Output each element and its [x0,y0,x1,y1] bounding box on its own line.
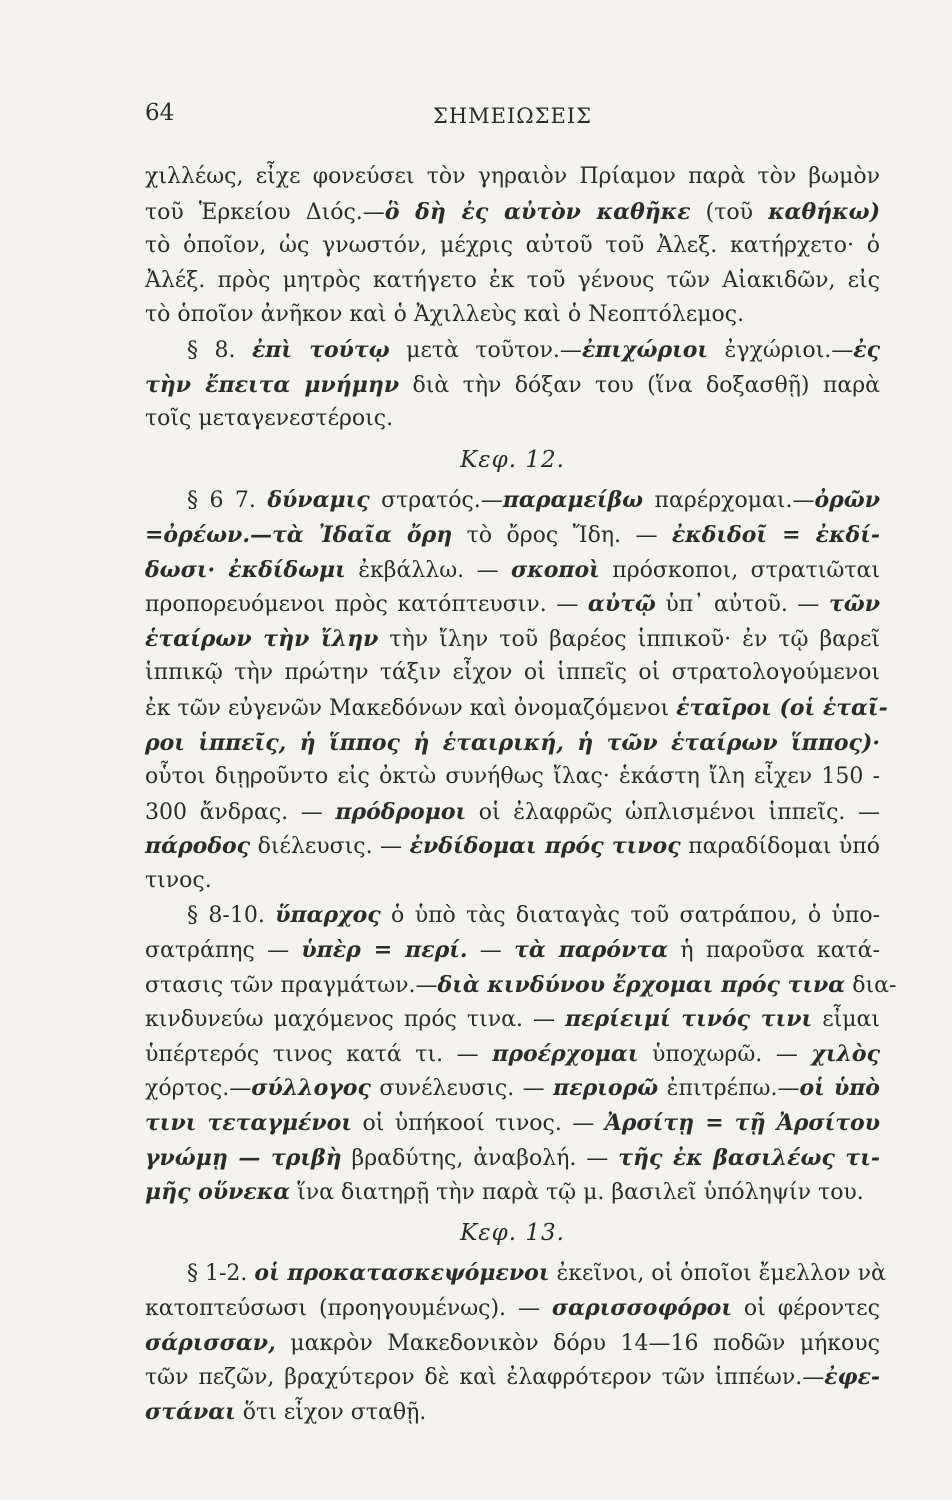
gloss-text: 300 ἄνδρας. — [145,799,336,825]
gloss-text: τὸ ὁποῖον, ὡς γνωστόν, μέχρις αὐτοῦ τοῦ Ἀλεξ. κατήρχετο· ὁ [145,233,880,259]
gloss-text: τὸ ὁποῖον ἀνῆκον καὶ ὁ Ἀχιλλεὺς καὶ ὁ Νεοπτόλεμος. [145,302,745,328]
text-line [145,898,880,933]
text-line [145,726,880,761]
gloss-text: εἶμαι [812,1007,881,1033]
chapter-heading [145,437,880,484]
lemma-term: παραμείβω [502,487,644,514]
gloss-text: πρόσκοποι, στρατιῶται [599,557,881,583]
lemma-term: σάρισσαν, [145,1329,276,1356]
chapter-heading [145,1210,880,1257]
text-line [145,333,880,368]
gloss-text: κινδυνεύω μαχόμενος πρός τινα. — [145,1007,566,1033]
gloss-text: ὑπ᾽ αὐτοῦ. — [655,592,829,618]
text-line [145,587,880,622]
text-line [145,691,888,726]
lemma-term: Ἀρσίτῃ = τῇ Ἀρσίτου [604,1110,880,1137]
lemma-term: =ὀρέων.— [145,521,272,548]
lemma-term: στάναι [145,1398,236,1425]
running-head: ΣΗΜΕΙΩΣΕΙΣ [432,104,593,128]
gloss-text: σατράπης — [145,938,302,964]
page-header [145,100,880,134]
gloss-text: οἱ ἐλαφρῶς ὡπλισμένοι ἱππεῖς. — [466,799,880,825]
gloss-text: ἱππικῷ τὴν πρώτην τάξιν εἶχον οἱ ἱππεῖς οἱ στρατολογούμενοι [145,660,880,686]
page-number: 64 [145,100,175,126]
page-body [145,160,897,1429]
text-line [145,160,880,195]
text-line [145,368,880,403]
gloss-text: προπορευόμενοι πρὸς κατόπτευσιν. — [145,592,588,618]
text-line [145,1256,886,1291]
text-line [145,518,880,553]
gloss-text: τινος. [145,867,212,893]
gloss-text: οἱ φέροντες [732,1296,880,1321]
lemma-term: χιλὸς [811,1040,881,1067]
text-line [145,829,880,864]
gloss-text: § 6 7. [187,488,268,514]
gloss-text: οὗτοι διῃροῦντο εἰς ὀκτὼ συνήθως ἴλας· ἑκάστη ἴλη εἶχεν 150 - [145,764,880,790]
gloss-text: παραδίδομαι ὑπό [680,834,881,860]
gloss-text: διέλευσις. — [250,834,410,860]
lemma-term: ὃ δὴ ἐς αὐτὸν καθῆκε [384,198,691,225]
gloss-text: § 8-10. [187,903,276,929]
lemma-term: σκοποὶ [511,556,600,583]
text-line [145,264,880,299]
lemma-term: σύλλογος [251,1075,371,1102]
text-line [145,933,880,968]
gloss-text: μακρὸν Μακεδονικὸν δόρυ 14—16 ποδῶν μήκους [275,1330,880,1356]
text-line [145,1071,880,1106]
gloss-text: τοῖς μεταγενεστέροις. [145,406,394,432]
lemma-term: ἐς [853,336,880,363]
text-line [145,1175,880,1210]
gloss-text: τὴν ἴλην τοῦ βαρέος ἱππικοῦ· ἐν τῷ βαρεῖ [378,626,880,652]
gloss-text: τὸ ὄρος Ἴδη. — [452,522,672,548]
gloss-text: μετὰ τοῦτον.— [389,337,582,363]
lemma-term: τῆς ἐκ βασιλέως τι- [618,1144,880,1171]
gloss-text: συνέλευσις. — [370,1076,554,1102]
lemma-term: μῆς οὕνεκα [145,1179,291,1206]
text-line [145,1326,880,1361]
lemma-term: ὀρῶν [814,487,881,514]
gloss-text: ἵνα διατηρῇ τὴν παρὰ τῷ μ. βασιλεῖ ὑπόληψίν του. [290,1180,864,1206]
gloss-text: ὁ ὑπὸ τὰς διαταγὰς τοῦ σατράπου, ὁ ὑπο- [380,903,880,929]
gloss-text: χόρτος.— [145,1076,252,1102]
gloss-text: διὰ τὴν δόξαν του (ἵνα δοξασθῇ) παρὰ [399,372,880,398]
gloss-text: στρατός.— [369,488,503,514]
text-line [145,483,880,518]
gloss-text: στασις τῶν πραγμάτων.— [145,972,438,998]
text-line [145,622,880,657]
text-line [145,1395,880,1430]
lemma-term: ροι ἱππεῖς, ἡ ἵππος ἡ ἑταιρική, ἡ τῶν ἑταίρων ἵππος)· [145,729,880,756]
gloss-text: ὅτι εἶχον σταθῇ. [235,1399,427,1425]
lemma-term: ἑταίρων τὴν ἴλην [145,625,379,652]
text-line [145,1002,880,1037]
gloss-text: δια- [845,972,897,998]
lemma-term: πάροδος [145,833,251,860]
text-line [145,1360,880,1395]
gloss-text: (τοῦ [690,199,769,225]
gloss-text: τῶν πεζῶν, βραχύτερον δὲ καὶ ἐλαφρότερον τῶν ἱππέων.— [145,1365,825,1391]
lemma-term: αὐτῷ [587,591,656,618]
lemma-term: περιορῶ [553,1075,659,1102]
gloss-text: βραδύτης, ἀναβολή. — [341,1145,619,1171]
gloss-text: § 8. [187,337,252,363]
gloss-text: παρέρχομαι.— [643,488,815,514]
text-line [145,656,880,691]
gloss-text: οἱ ὑπήκοοί τινος. — [351,1111,605,1137]
gloss-text: ἐκβάλλω. — [345,557,512,583]
lemma-term: ἐνδίδομαι πρός τινος [409,833,681,860]
lemma-term: περίειμί τινός τινι [565,1006,813,1033]
lemma-term: ἐπὶ τούτῳ [251,336,390,363]
gloss-text: § 1-2. [187,1261,255,1287]
lemma-term: οἱ προκατασκεψόμενοι [254,1260,550,1287]
lemma-term: προέρχομαι [492,1040,639,1067]
gloss-text: Ἀλέξ. πρὸς μητρὸς κατήγετο ἐκ τοῦ γένους τῶν Αἰακιδῶν, εἰς [145,267,880,293]
lemma-term: ὑπὲρ = περί. [301,937,468,964]
text-line [145,795,880,830]
text-line [145,760,880,795]
text-line [145,1291,880,1326]
gloss-text: ἐκεῖνοι, οἱ ὁποῖοι ἔμελλον νὰ [549,1261,886,1287]
lemma-term: διὰ κινδύνου ἔρχομαι πρός τινα [437,971,846,998]
text-line [145,1106,880,1141]
gloss-text: ἐκ τῶν εὐγενῶν Μακεδόνων καὶ ὀνομαζόμενοι [145,695,677,721]
text-line [145,968,897,1003]
text-line [145,229,880,264]
lemma-term: τὴν ἔπειτα μνήμην [145,371,400,398]
text-line [145,1037,880,1072]
lemma-term: ὕπαρχος [275,902,381,929]
lemma-term: τινι τεταγμένοι [145,1110,352,1137]
lemma-term: ἐκδιδοῖ = ἐκδί- [671,521,880,548]
gloss-text: κατοπτεύσωσι (προηγουμένως). — [145,1296,552,1321]
gloss-text: ὑποχωρῶ. — [638,1041,812,1067]
lemma-term: δύναμις [267,487,370,514]
lemma-term: τὰ παρόντα [514,937,669,964]
text-line [145,553,880,588]
text-line [145,402,880,437]
gloss-text: ἡ παροῦσα κατά- [668,938,880,964]
gloss-text: χιλλέως, εἶχε φονεύσει τὸν γηραιὸν Πρίαμον παρὰ τὸν βωμὸν [145,164,880,189]
lemma-term: γνώμῃ — τριβὴ [145,1144,342,1171]
lemma-term: τῶν [828,591,880,618]
lemma-term: σαρισσοφόροι [551,1295,732,1321]
lemma-term: οἱ ὑπὸ [799,1075,880,1102]
text-line [145,195,880,230]
text-line [145,298,880,333]
gloss-text: ὑπέρτερός τινος κατά τι. — [145,1041,493,1067]
lemma-term: καθήκω) [768,198,880,225]
gloss-text: Κεφ. 12. [460,446,565,473]
lemma-term: δωσι· ἐκδίδωμι [145,556,346,583]
lemma-term: ἐπιχώριοι [581,336,709,363]
gloss-text: — [467,938,515,964]
gloss-text: τοῦ Ἑρκείου Διός.— [145,199,385,225]
gloss-text: ἐπιτρέπω.— [658,1076,800,1102]
lemma-term: ἐφε- [824,1364,880,1391]
lemma-term: πρόδρομοι [335,798,467,825]
text-line [145,1141,880,1176]
lemma-term: τὰ Ἰδαῖα ὄρη [271,521,453,548]
lemma-term: ἑταῖροι (οἱ ἑταῖ- [676,694,888,721]
gloss-text: Κεφ. 13. [460,1219,565,1246]
gloss-text: ἐγχώριοι.— [708,337,854,363]
text-line [145,864,880,899]
